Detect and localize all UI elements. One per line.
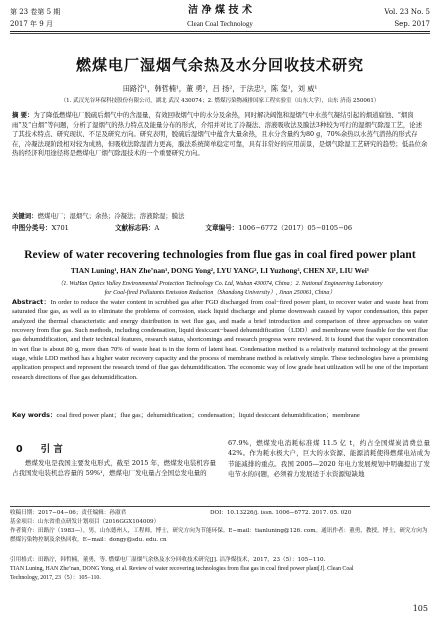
- abstract-cn: [12, 111, 428, 211]
- article-title-cn: 燃煤电厂湿烟气余热及水分回收技术研究: [75, 56, 364, 74]
- volume-issue-en: Vol. 23 No. 5: [384, 8, 430, 16]
- page-number: 105: [412, 604, 428, 613]
- authors-en: TIAN Luning¹, HAN Zhe’nan¹, DONG Yong², LYU YANG², LI Yuzhong², CHEN Xi¹, LIU Wei¹: [70, 266, 370, 275]
- abstract-text-cn: 为了降低燃煤电厂脱硫后烟气中的含湿量，有效回收烟气中的水分及余热，同时解决阔饱和湿烟气中水蒸气凝结引起的烟道腐蚀、“烟囱雨”及“白烟”等问题，分析了湿烟气的热力特点及能量分布的形式，介绍并对比了冷凝法、溶液吸收法及膜法3种较为可行的湿烟气除湿工艺，论述了其技术特点、研究现状、不足及研究方向。研究表明，脱硫后湿烟气中蕴含大量余热，且水分含量约为80 g，70%余热以水蒸气潜热的形式存在，冷凝法现阶段相对较为成熟，但吸收法除湿潜力更高，膜法系统简单稳定可靠，具有非常好的应用前景，是烟气除湿工艺研究的趋势；低品位余热的经济利用途径将是燃煤电厂烟气除湿技术的一个重要研究方向。: [12, 111, 428, 158]
- article-number-label: 文章编号：: [205, 224, 239, 232]
- journal-name-cn: 洁 净 煤 技 术: [188, 5, 252, 16]
- affiliation-en-line2: for Coal-fired Pollutants Emission Reduction（Shandong University）, Jinan 250061, China）: [104, 290, 336, 296]
- date-en: Sep. 2017: [394, 20, 430, 28]
- doc-code: A: [154, 224, 160, 232]
- keywords-cn: [12, 212, 428, 222]
- intro-paragraph-left: 燃煤发电是我国主要发电形式，截至 2015 年，燃煤发电装机容量占我国发电装机总容量的 59%¹，燃煤电厂发电量占全国总发电量的: [12, 459, 216, 478]
- clc-label: 中图分类号：: [12, 224, 52, 232]
- journal-name-en: Clean Coal Technology: [187, 20, 253, 28]
- article-number: 1006−6772（2017）05−0105−06: [238, 224, 353, 232]
- article-title-en: Review of water recovering technologies from flue gas in coal fired power plant: [24, 249, 416, 261]
- footnote-funding: 基金项目：山东省重点研发计划项目（2016GGX104009）: [10, 519, 160, 525]
- intro-paragraph-right: 67.9%，燃煤发电消耗标准煤 11.5 亿 t，约占全国煤炭消费总量 42%。作为耗水极大户，巨大的水资源、能源消耗使得燃煤电站成为节能减排的重点。我国 2005—2020 年电力发展规划中明确提出了发电节水的问题，必须着力发展适于水资源短缺地: [228, 439, 430, 478]
- abstract-text-en: In order to reduce the water content in scrubbed gas after FGD discharged from coal−fired power plant, to recover water and waste heat from saturated flue gas, as well as to eliminate the problems of corrosion, stack liquid discharge and plume downwash caused by vapor condensation, this paper analyzed the thermal characteristic and energy distribution in wet flue gas, and made a brief introduction and comparison of three approaches on water recovery from flue gas. Such methods, including condensation, liquid desiccant−based dehumidification（LDD）and membrane were feasible for the wet flue gas dehumidification, and their technical features, research status, shortcomings and research progress were reviewed. It is found that the vapor concentration in wet flue is about 80 g, more than 70% of waste heat is in the form of latent heat. Condensation method is a relatively matured technology at the present stage, while LDD method has a higher water recovery capacity and the process of membrane method is relatively simple. These technologies have a promising application prospect and represent the research trend of flue gas dehumidification. The economic way of low grade heat utilization will be one of the important research directions of flue gas dehumidification.: [12, 299, 428, 381]
- footnote-received-doi: [10, 509, 430, 518]
- authors-cn: 田路泞¹，韩哲楠¹，董 勇²，吕 扬²，于法忠²，陈 玺¹，刘 威¹: [122, 84, 318, 93]
- header-rule-thin: [10, 33, 430, 34]
- received-date: 收稿日期：2017−04−06；责任编辑：孙淑君: [10, 510, 127, 516]
- classification-line: [12, 224, 428, 234]
- footnote-rule: [10, 506, 430, 507]
- section-title: 引 言: [40, 444, 63, 455]
- doc-code-label: 文献标志码：: [114, 224, 155, 232]
- abstract-label-cn: 摘 要：: [12, 111, 34, 119]
- date-cn: 2017 年 9 月: [10, 20, 53, 28]
- footnote-citation-en-line2: Technology, 2017, 23（5）：105−110.: [10, 575, 101, 581]
- footnote-citation-en-line1: TIAN Luning, HAN Zhe’nan, DONG Yong, et al. Review of water recovering technologies from flue gas in coal fired power plant[J]. Clean Coal: [10, 566, 354, 572]
- footnote-citation-cn: 引用格式：田路泞，韩哲楠，董勇，等. 燃煤电厂湿烟气余热及水分回收技术研究[J]. 洁净煤技术，2017，23（5）：105−110.: [10, 557, 326, 563]
- affiliations-cn: （1. 武汉光谷环保科技股份有限公司，湖北 武汉 430074；2. 燃煤污染物减排国家工程实验室（山东大学），山东 济南 250061）: [60, 98, 380, 104]
- keywords-en: [12, 411, 428, 421]
- keywords-label-en: Key words：: [12, 411, 57, 419]
- section-heading-intro: [16, 441, 63, 455]
- section-number: 0: [16, 444, 23, 455]
- clc-code: X701: [51, 224, 69, 232]
- keywords-text-cn: 燃煤电厂；湿烟气；余热；冷凝法；溶液除湿；膜法: [37, 212, 185, 220]
- doi: DOI：10.13226/j. issn. 1006−6772. 2017. 05. 020: [210, 510, 352, 516]
- header-rule: [10, 31, 430, 32]
- volume-issue-cn: 第 23 卷第 5 期: [10, 8, 61, 16]
- abstract-label-en: Abstract：: [12, 298, 51, 306]
- footnote-author-bio: 作者简介：田路泞（1983—），男，山东德州人，工程师，博士，研究方向为节能环保。E−mail：tianluning@126. com。通讯作者：董勇，教授，博士，研究方向为燃煤污染物控制及余热回收。E−mail：dongy@sdu. edu. cn: [10, 528, 428, 543]
- abstract-en: [12, 298, 428, 410]
- keywords-label-cn: 关键词：: [12, 212, 38, 220]
- affiliation-en-line1: （1. WuHan Optics Valley Environmental Protection Technology Co. Ltd, Wuhan 430074, China；2. National Engineering Laboratory: [57, 281, 383, 287]
- keywords-text-en: coal fired power plant；flue gas；dehumidification；condensation；liquid desiccant dehumidification；membrane: [56, 412, 360, 419]
